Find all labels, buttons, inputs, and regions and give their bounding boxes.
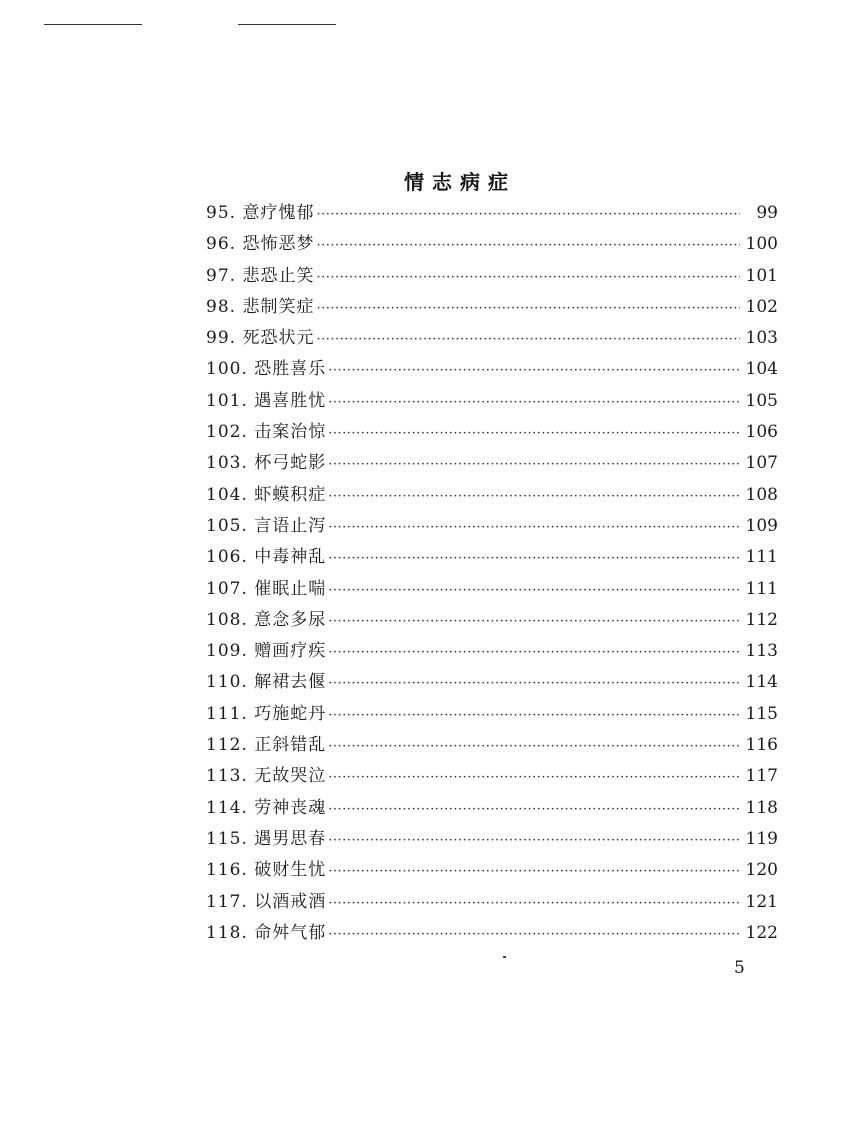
toc-dot-leader (328, 637, 739, 668)
toc-dot-leader (328, 512, 739, 543)
toc-dot-leader (328, 856, 739, 887)
toc-entry-title: 107. 催眠止喘 (206, 578, 327, 599)
toc-entry-title: 118. 命舛气郁 (206, 922, 327, 943)
toc-dot-leader (328, 668, 739, 699)
toc-entry-title: 98. 悲制笑症 (206, 296, 315, 317)
section-title: 情志病症 (404, 170, 516, 194)
toc-dot-leader (328, 919, 739, 950)
toc-entry-title: 103. 杯弓蛇影 (206, 453, 327, 474)
toc-entry-page: 106 (745, 422, 778, 443)
toc-dot-leader (328, 794, 739, 825)
header-rule-right (238, 24, 336, 25)
toc-entry[interactable] (206, 887, 778, 918)
toc-entry[interactable] (206, 761, 778, 792)
toc-entry-page: 118 (745, 797, 778, 818)
toc-entry-page: 116 (745, 735, 778, 756)
toc-dot-leader (316, 199, 740, 230)
toc-dot-leader (328, 418, 739, 449)
toc-dot-leader (328, 825, 739, 856)
toc-entry-title: 114. 劳神丧魂 (206, 797, 327, 818)
toc-entry-page: 112 (745, 609, 778, 630)
toc-entry[interactable] (206, 323, 778, 354)
toc-entry-page: 111 (745, 547, 778, 568)
toc-dot-leader (328, 575, 739, 606)
toc-entry-page: 102 (745, 296, 778, 317)
toc-entry[interactable] (206, 480, 778, 511)
toc-entry-title: 105. 言语止泻 (206, 515, 327, 536)
toc-entry-title: 96. 恐怖恶梦 (206, 234, 315, 255)
toc-entry-page: 101 (745, 265, 778, 286)
toc-entry-page: 120 (745, 860, 778, 881)
toc-dot-leader (316, 324, 739, 355)
toc-entry[interactable] (206, 448, 778, 479)
toc-entry-title: 106. 中毒神乱 (206, 547, 327, 568)
toc-entry-page: 99 (756, 203, 778, 223)
toc-dot-leader (328, 543, 739, 574)
toc-dot-leader (328, 762, 739, 793)
toc-entry-title: 117. 以酒戒酒 (206, 891, 327, 912)
toc-dot-leader (328, 606, 739, 637)
toc-dot-leader (316, 262, 739, 293)
toc-dot-leader (316, 230, 739, 261)
toc-entry-page: 107 (745, 453, 778, 474)
table-of-contents (206, 198, 778, 949)
toc-entry-page: 121 (745, 891, 778, 912)
toc-entry[interactable] (206, 261, 778, 292)
toc-dot-leader (328, 481, 739, 512)
toc-dot-leader (328, 700, 739, 731)
toc-entry-page: 122 (745, 922, 778, 943)
toc-entry-title: 112. 正斜错乱 (206, 735, 327, 756)
toc-entry-page: 117 (745, 766, 778, 787)
toc-entry-title: 110. 解裙去偃 (206, 672, 327, 693)
toc-entry-page: 105 (745, 390, 778, 411)
toc-entry-title: 115. 遇男思春 (206, 828, 327, 849)
toc-entry[interactable] (206, 574, 778, 605)
toc-dot-leader (328, 449, 739, 480)
toc-entry-title: 95. 意疗愧郁 (206, 203, 315, 223)
toc-entry-title: 113. 无故哭泣 (206, 766, 327, 787)
toc-entry[interactable] (206, 605, 778, 636)
toc-entry[interactable] (206, 511, 778, 542)
toc-entry-title: 101. 遇喜胜忧 (206, 390, 327, 411)
toc-entry[interactable] (206, 824, 778, 855)
toc-entry[interactable] (206, 229, 778, 260)
toc-entry-page: 109 (745, 515, 778, 536)
toc-entry[interactable] (206, 354, 778, 385)
toc-entry[interactable] (206, 855, 778, 886)
toc-entry[interactable] (206, 417, 778, 448)
toc-entry[interactable] (206, 667, 778, 698)
toc-entry-page: 103 (745, 328, 778, 349)
toc-entry[interactable] (206, 386, 778, 417)
toc-entry[interactable] (206, 793, 778, 824)
toc-entry-page: 115 (745, 703, 778, 724)
toc-entry-page: 119 (745, 828, 778, 849)
toc-entry-page: 108 (745, 484, 778, 505)
page-number: 5 (734, 958, 745, 978)
toc-entry-page: 104 (745, 359, 778, 380)
toc-entry[interactable] (206, 636, 778, 667)
header-rule-left (44, 24, 142, 25)
toc-entry-title: 100. 恐胜喜乐 (206, 359, 327, 380)
toc-dot-leader (328, 731, 739, 762)
toc-entry-title: 99. 死恐状元 (206, 328, 315, 349)
toc-entry[interactable] (206, 918, 778, 949)
toc-entry[interactable] (206, 198, 778, 229)
toc-entry-title: 102. 击案治惊 (206, 422, 327, 443)
toc-dot-leader (328, 387, 739, 418)
toc-dot-leader (328, 355, 739, 386)
toc-entry-page: 113 (745, 641, 778, 662)
toc-entry-page: 114 (745, 672, 778, 693)
toc-entry-title: 104. 虾蟆积症 (206, 484, 327, 505)
toc-dot-leader (328, 888, 739, 919)
toc-entry-title: 111. 巧施蛇丹 (206, 703, 327, 724)
toc-entry[interactable] (206, 730, 778, 761)
toc-entry-page: 100 (745, 234, 778, 255)
toc-entry[interactable] (206, 292, 778, 323)
toc-entry-title: 108. 意念多尿 (206, 609, 327, 630)
toc-entry-page: 111 (745, 578, 778, 599)
toc-dot-leader (316, 293, 739, 324)
toc-entry[interactable] (206, 699, 778, 730)
toc-entry-title: 97. 悲恐止笑 (206, 265, 315, 286)
toc-entry-title: 109. 赠画疗疾 (206, 641, 327, 662)
toc-entry[interactable] (206, 542, 778, 573)
scan-speck (503, 956, 506, 958)
toc-entry-title: 116. 破财生忧 (206, 860, 327, 881)
